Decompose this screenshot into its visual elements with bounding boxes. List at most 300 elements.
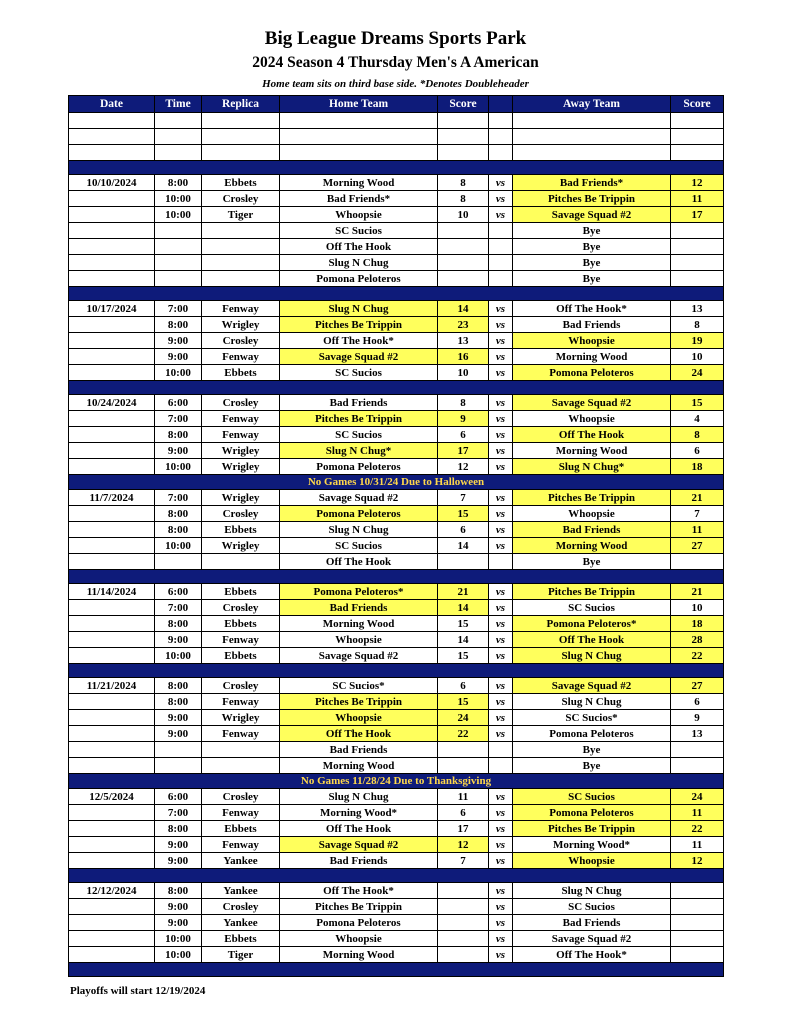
cell-time (155, 239, 202, 255)
table-row (69, 694, 724, 710)
cell-time: 7:00 (155, 301, 202, 317)
cell-away-team: Bye (513, 271, 671, 287)
cell-away-team: Off The Hook* (513, 301, 671, 317)
cell-vs: vs (489, 522, 513, 538)
cell-date (69, 129, 155, 145)
cell-date (69, 191, 155, 207)
cell-away-team: Slug N Chug (513, 648, 671, 664)
cell-away-team: Off The Hook (513, 632, 671, 648)
cell-away-team: Pomona Peloteros (513, 365, 671, 381)
cell-date (69, 632, 155, 648)
cell-away-score: 22 (671, 821, 724, 837)
table-row (69, 821, 724, 837)
table-row (69, 175, 724, 191)
cell-away-team: Slug N Chug* (513, 459, 671, 475)
table-row (69, 349, 724, 365)
cell-away-score (671, 145, 724, 161)
cell-replica: Fenway (202, 726, 280, 742)
cell-away-team: SC Sucios (513, 789, 671, 805)
cell-away-team: Pomona Peloteros (513, 726, 671, 742)
table-row (69, 395, 724, 411)
cell-home-team: Morning Wood (280, 947, 438, 963)
table-row (69, 129, 724, 145)
table-row (69, 411, 724, 427)
cell-away-score (671, 113, 724, 129)
cell-date (69, 758, 155, 774)
table-row (69, 522, 724, 538)
cell-away-score: 10 (671, 600, 724, 616)
cell-away-team: Bad Friends (513, 915, 671, 931)
cell-vs: vs (489, 427, 513, 443)
cell-home-team: Pomona Peloteros (280, 506, 438, 522)
cell-away-score (671, 129, 724, 145)
cell-home-score: 17 (438, 821, 489, 837)
cell-away-team: Slug N Chug (513, 883, 671, 899)
cell-replica: Fenway (202, 805, 280, 821)
cell-vs: vs (489, 443, 513, 459)
cell-replica: Fenway (202, 301, 280, 317)
cell-home-score: 8 (438, 191, 489, 207)
cell-time: 10:00 (155, 207, 202, 223)
cell-date: 10/10/2024 (69, 175, 155, 191)
cell-home-score (438, 271, 489, 287)
table-row (69, 742, 724, 758)
cell-away-team: Savage Squad #2 (513, 678, 671, 694)
cell-home-team: SC Sucios (280, 538, 438, 554)
cell-away-score: 21 (671, 584, 724, 600)
cell-away-team: Pitches Be Trippin (513, 191, 671, 207)
cell-replica (202, 145, 280, 161)
cell-vs: vs (489, 490, 513, 506)
cell-home-score: 7 (438, 853, 489, 869)
table-row (69, 789, 724, 805)
cell-home-team: Savage Squad #2 (280, 490, 438, 506)
cell-time: 6:00 (155, 395, 202, 411)
cell-away-score: 22 (671, 648, 724, 664)
cell-date (69, 648, 155, 664)
cell-home-score: 14 (438, 301, 489, 317)
cell-replica: Wrigley (202, 459, 280, 475)
cell-time: 9:00 (155, 899, 202, 915)
cell-away-team: Bye (513, 758, 671, 774)
cell-replica: Crosley (202, 678, 280, 694)
cell-vs: vs (489, 899, 513, 915)
cell-replica: Wrigley (202, 443, 280, 459)
cell-replica: Fenway (202, 427, 280, 443)
cell-replica: Wrigley (202, 538, 280, 554)
cell-vs (489, 758, 513, 774)
col-header-home-team: Home Team (280, 96, 438, 113)
table-row (69, 443, 724, 459)
cell-date (69, 616, 155, 632)
cell-replica: Yankee (202, 883, 280, 899)
cell-away-score: 11 (671, 191, 724, 207)
cell-time: 8:00 (155, 427, 202, 443)
cell-replica (202, 255, 280, 271)
cell-date (69, 931, 155, 947)
cell-home-team: Bad Friends (280, 853, 438, 869)
cell-home-team: Morning Wood* (280, 805, 438, 821)
cell-home-team: Slug N Chug (280, 522, 438, 538)
cell-vs: vs (489, 947, 513, 963)
cell-home-team: SC Sucios* (280, 678, 438, 694)
cell-away-score (671, 899, 724, 915)
cell-home-score (438, 758, 489, 774)
cell-replica: Fenway (202, 411, 280, 427)
cell-away-team: Savage Squad #2 (513, 931, 671, 947)
notice-row (69, 475, 724, 490)
cell-date (69, 239, 155, 255)
col-header-away-score: Score (671, 96, 724, 113)
cell-home-team: Savage Squad #2 (280, 349, 438, 365)
cell-home-score (438, 255, 489, 271)
cell-vs: vs (489, 301, 513, 317)
col-header-away-team: Away Team (513, 96, 671, 113)
cell-away-team: SC Sucios (513, 600, 671, 616)
cell-home-score: 13 (438, 333, 489, 349)
cell-date: 11/14/2024 (69, 584, 155, 600)
separator-bar (69, 570, 724, 584)
cell-home-team: Off The Hook* (280, 333, 438, 349)
cell-home-score: 17 (438, 443, 489, 459)
cell-home-team: SC Sucios (280, 223, 438, 239)
cell-away-team: Bye (513, 223, 671, 239)
cell-away-team: Morning Wood (513, 349, 671, 365)
cell-away-score: 4 (671, 411, 724, 427)
cell-date (69, 710, 155, 726)
cell-away-team: Bad Friends* (513, 175, 671, 191)
cell-replica: Crosley (202, 395, 280, 411)
week-separator-row (69, 287, 724, 301)
cell-vs (489, 742, 513, 758)
page-subtitle: 2024 Season 4 Thursday Men's A American (252, 54, 539, 71)
cell-time: 8:00 (155, 883, 202, 899)
cell-home-score (438, 947, 489, 963)
cell-home-score: 6 (438, 522, 489, 538)
cell-time: 10:00 (155, 459, 202, 475)
cell-home-team: Off The Hook (280, 554, 438, 570)
cell-time: 8:00 (155, 317, 202, 333)
cell-away-team: Savage Squad #2 (513, 395, 671, 411)
cell-away-team: Whoopsie (513, 411, 671, 427)
cell-away-score: 18 (671, 616, 724, 632)
cell-replica (202, 554, 280, 570)
cell-date (69, 821, 155, 837)
cell-vs (489, 271, 513, 287)
cell-replica: Crosley (202, 191, 280, 207)
cell-home-score (438, 223, 489, 239)
week-separator-row (69, 161, 724, 175)
cell-home-team: Savage Squad #2 (280, 648, 438, 664)
table-row (69, 837, 724, 853)
cell-time: 10:00 (155, 931, 202, 947)
cell-away-score: 15 (671, 395, 724, 411)
table-row (69, 947, 724, 963)
cell-time: 7:00 (155, 805, 202, 821)
cell-home-team: Pomona Peloteros* (280, 584, 438, 600)
cell-date (69, 837, 155, 853)
schedule-table (68, 95, 724, 977)
cell-vs: vs (489, 175, 513, 191)
cell-away-score: 13 (671, 726, 724, 742)
cell-time (155, 129, 202, 145)
cell-home-score: 14 (438, 538, 489, 554)
cell-away-score: 27 (671, 678, 724, 694)
cell-home-team: Slug N Chug (280, 255, 438, 271)
cell-replica: Crosley (202, 506, 280, 522)
cell-away-score (671, 915, 724, 931)
cell-vs: vs (489, 459, 513, 475)
cell-away-team: Savage Squad #2 (513, 207, 671, 223)
cell-away-score: 8 (671, 317, 724, 333)
cell-replica (202, 271, 280, 287)
cell-vs (489, 223, 513, 239)
table-row (69, 191, 724, 207)
cell-away-team: Off The Hook (513, 427, 671, 443)
cell-date (69, 333, 155, 349)
cell-home-score: 15 (438, 694, 489, 710)
cell-date (69, 459, 155, 475)
cell-home-team: SC Sucios (280, 427, 438, 443)
cell-home-score (438, 239, 489, 255)
cell-vs: vs (489, 395, 513, 411)
cell-replica: Yankee (202, 853, 280, 869)
cell-home-team: Pomona Peloteros (280, 271, 438, 287)
cell-home-score: 9 (438, 411, 489, 427)
cell-home-score (438, 129, 489, 145)
cell-time (155, 223, 202, 239)
cell-home-score: 8 (438, 395, 489, 411)
cell-date (69, 694, 155, 710)
cell-away-score (671, 931, 724, 947)
cell-away-score: 12 (671, 853, 724, 869)
cell-date (69, 554, 155, 570)
cell-date (69, 899, 155, 915)
cell-away-team: Whoopsie (513, 853, 671, 869)
cell-home-team: SC Sucios (280, 365, 438, 381)
cell-away-team: Bad Friends (513, 317, 671, 333)
cell-away-score: 24 (671, 789, 724, 805)
cell-vs: vs (489, 648, 513, 664)
table-row (69, 915, 724, 931)
cell-home-score: 7 (438, 490, 489, 506)
cell-home-team: Off The Hook (280, 726, 438, 742)
cell-away-score: 28 (671, 632, 724, 648)
cell-replica (202, 223, 280, 239)
cell-home-team: Pomona Peloteros (280, 915, 438, 931)
cell-time: 6:00 (155, 584, 202, 600)
notice-row (69, 774, 724, 789)
cell-time: 10:00 (155, 191, 202, 207)
cell-home-score: 12 (438, 837, 489, 853)
cell-away-team: Pomona Peloteros* (513, 616, 671, 632)
cell-away-team: Whoopsie (513, 333, 671, 349)
separator-bar (69, 161, 724, 175)
table-row (69, 506, 724, 522)
cell-date (69, 427, 155, 443)
cell-home-score (438, 899, 489, 915)
cell-vs: vs (489, 538, 513, 554)
table-header-row (69, 96, 724, 113)
col-header-home-score: Score (438, 96, 489, 113)
cell-away-score: 21 (671, 490, 724, 506)
cell-replica (202, 129, 280, 145)
table-row (69, 883, 724, 899)
cell-replica (202, 742, 280, 758)
cell-replica: Tiger (202, 207, 280, 223)
cell-away-team: Morning Wood (513, 443, 671, 459)
cell-time: 10:00 (155, 947, 202, 963)
cell-vs: vs (489, 883, 513, 899)
cell-vs (489, 255, 513, 271)
week-separator-row (69, 963, 724, 977)
table-row (69, 145, 724, 161)
cell-date (69, 947, 155, 963)
cell-replica: Ebbets (202, 584, 280, 600)
cell-time: 10:00 (155, 365, 202, 381)
cell-away-score (671, 223, 724, 239)
cell-home-score: 21 (438, 584, 489, 600)
cell-home-team: Off The Hook (280, 821, 438, 837)
cell-date: 11/21/2024 (69, 678, 155, 694)
cell-away-team: Bye (513, 255, 671, 271)
cell-date (69, 853, 155, 869)
cell-replica: Wrigley (202, 317, 280, 333)
cell-home-score (438, 554, 489, 570)
cell-home-team: Bad Friends (280, 395, 438, 411)
cell-away-team: Morning Wood (513, 538, 671, 554)
cell-away-team: Pitches Be Trippin (513, 821, 671, 837)
cell-away-score: 8 (671, 427, 724, 443)
table-row (69, 239, 724, 255)
separator-bar (69, 869, 724, 883)
cell-time: 10:00 (155, 648, 202, 664)
cell-away-score: 24 (671, 365, 724, 381)
table-row (69, 538, 724, 554)
cell-home-team: Pitches Be Trippin (280, 899, 438, 915)
cell-away-score: 13 (671, 301, 724, 317)
cell-time: 8:00 (155, 175, 202, 191)
cell-vs (489, 129, 513, 145)
cell-away-team: Pitches Be Trippin (513, 490, 671, 506)
cell-date (69, 538, 155, 554)
cell-home-score: 10 (438, 207, 489, 223)
cell-vs: vs (489, 837, 513, 853)
cell-home-score: 11 (438, 789, 489, 805)
col-header-replica: Replica (202, 96, 280, 113)
cell-time (155, 145, 202, 161)
cell-date (69, 365, 155, 381)
cell-replica: Wrigley (202, 490, 280, 506)
page-title: Big League Dreams Sports Park (264, 28, 527, 49)
cell-home-team: Off The Hook (280, 239, 438, 255)
footer-note: Playoffs will start 12/19/2024 (70, 985, 206, 997)
cell-away-score: 18 (671, 459, 724, 475)
cell-home-score (438, 915, 489, 931)
cell-away-score: 6 (671, 694, 724, 710)
table-row (69, 678, 724, 694)
cell-home-team: Bad Friends* (280, 191, 438, 207)
cell-vs: vs (489, 710, 513, 726)
cell-away-score: 27 (671, 538, 724, 554)
cell-home-team: Pitches Be Trippin (280, 694, 438, 710)
cell-time: 7:00 (155, 600, 202, 616)
cell-replica: Fenway (202, 694, 280, 710)
cell-date (69, 742, 155, 758)
table-row (69, 632, 724, 648)
cell-home-team: Pomona Peloteros (280, 459, 438, 475)
cell-date (69, 223, 155, 239)
cell-replica: Ebbets (202, 175, 280, 191)
cell-home-score: 6 (438, 678, 489, 694)
cell-home-score: 22 (438, 726, 489, 742)
table-row (69, 255, 724, 271)
notice-text: No Games 10/31/24 Due to Halloween (69, 475, 724, 490)
cell-replica (202, 113, 280, 129)
cell-time: 9:00 (155, 710, 202, 726)
table-row (69, 931, 724, 947)
cell-away-score: 17 (671, 207, 724, 223)
cell-time: 8:00 (155, 616, 202, 632)
cell-date: 12/5/2024 (69, 789, 155, 805)
cell-vs: vs (489, 632, 513, 648)
cell-time (155, 255, 202, 271)
cell-time: 8:00 (155, 694, 202, 710)
cell-date (69, 207, 155, 223)
cell-date: 10/17/2024 (69, 301, 155, 317)
cell-home-score: 12 (438, 459, 489, 475)
cell-time: 9:00 (155, 837, 202, 853)
cell-replica: Ebbets (202, 522, 280, 538)
cell-away-team: Slug N Chug (513, 694, 671, 710)
cell-date: 12/12/2024 (69, 883, 155, 899)
table-row (69, 223, 724, 239)
cell-vs: vs (489, 333, 513, 349)
table-row (69, 490, 724, 506)
cell-time: 6:00 (155, 789, 202, 805)
cell-vs: vs (489, 726, 513, 742)
cell-replica: Fenway (202, 632, 280, 648)
week-separator-row (69, 869, 724, 883)
cell-time (155, 758, 202, 774)
cell-date (69, 915, 155, 931)
cell-vs: vs (489, 789, 513, 805)
cell-home-score (438, 883, 489, 899)
cell-date (69, 113, 155, 129)
cell-away-team: Bad Friends (513, 522, 671, 538)
cell-away-team: Bye (513, 742, 671, 758)
cell-away-score: 9 (671, 710, 724, 726)
cell-date (69, 411, 155, 427)
cell-away-team (513, 129, 671, 145)
cell-vs: vs (489, 931, 513, 947)
cell-away-team: Pitches Be Trippin (513, 584, 671, 600)
cell-vs: vs (489, 853, 513, 869)
page-note: Home team sits on third base side. *Denotes Doubleheader (262, 78, 529, 90)
table-row (69, 648, 724, 664)
cell-date (69, 145, 155, 161)
col-header-vs (489, 96, 513, 113)
cell-away-team (513, 145, 671, 161)
cell-home-team: Whoopsie (280, 710, 438, 726)
cell-time: 8:00 (155, 522, 202, 538)
cell-home-score: 23 (438, 317, 489, 333)
cell-vs: vs (489, 600, 513, 616)
cell-date (69, 506, 155, 522)
cell-time: 9:00 (155, 853, 202, 869)
separator-bar (69, 287, 724, 301)
cell-vs: vs (489, 694, 513, 710)
